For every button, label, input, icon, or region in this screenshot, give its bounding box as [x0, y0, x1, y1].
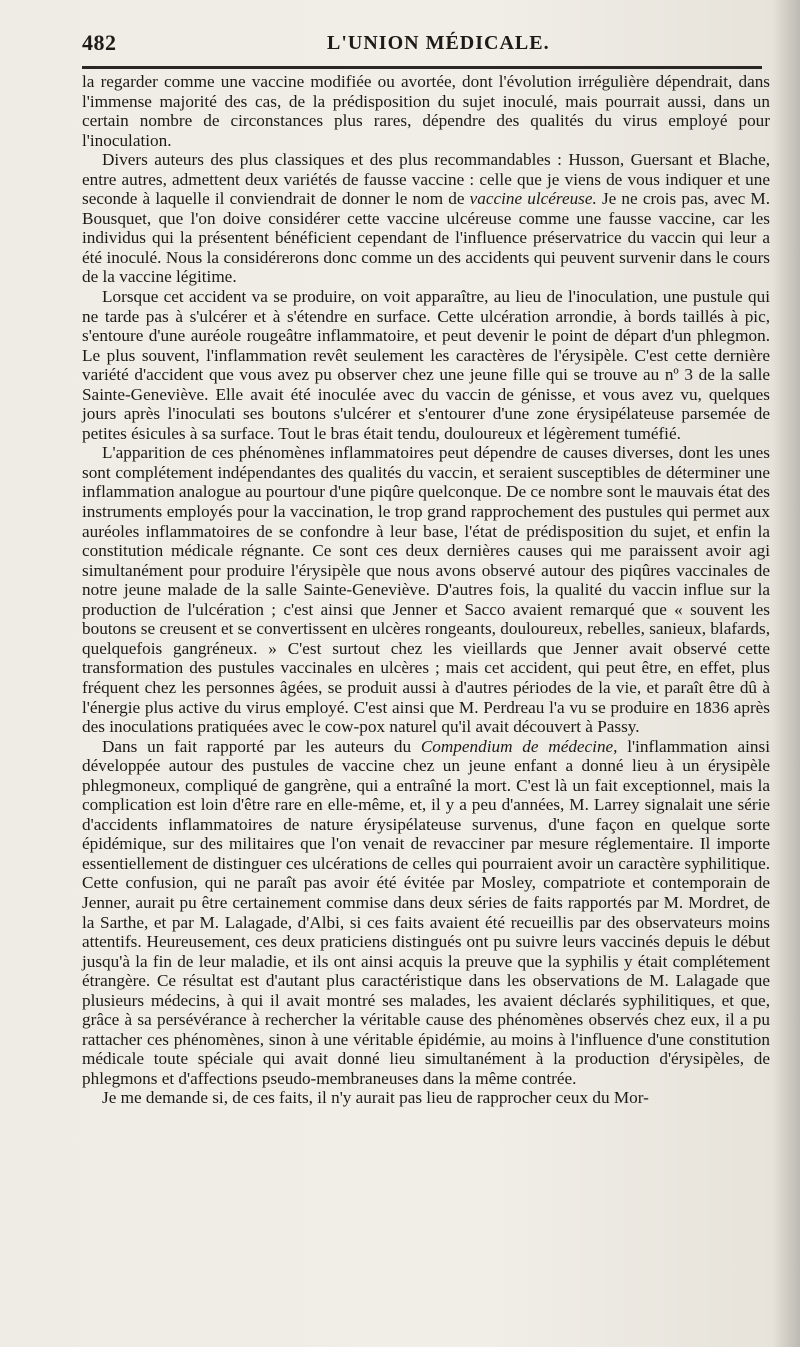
- page-edge-shadow: [772, 0, 800, 1347]
- paragraph: [82, 443, 770, 736]
- italic-text: Compendium de médecine,: [420, 736, 618, 756]
- header-rule: [82, 66, 762, 69]
- page-number: 482: [82, 30, 117, 55]
- paragraph: [82, 287, 770, 443]
- article-body: [82, 72, 770, 1108]
- paragraph-text: Lorsque cet accident va se produire, on voit apparaître, au lieu de l'inoculation, une pustule qui ne tarde pas à s'ulcérer et à s'étendre en surface. Cette ulcération arrondie, à bords taillés à pic, s'entoure d'une auréole rougeâtre inflammatoire, et peut devenir le point de départ d'un phlegmon. Le plus souvent, l'inflammation revêt seulement les caractères de l'érysipèle. C'est cette dernière variété d'accident que vous avez pu observer chez une jeune fille qui se trouve au nº 3 de la salle Sainte-Geneviève. Elle avait été inoculée avec du vaccin de génisse, et vous avez vu, quelques jours après l'inoculati ses boutons s'ulcérer et s'entourer d'une zone érysipélateuse parsemée de petites ésicules à sa surface. Tout le bras était tendu, douloureux et légèrement tuméfié.: [82, 287, 770, 443]
- paragraph-text: L'apparition de ces phénomènes inflammatoires peut dépendre de causes diverses, dont les unes sont complétement indépendantes des qualités du vaccin, et seraient susceptibles de déterminer une inflammation analogue au pourtour d'une piqûre quelconque. De ce nombre sont le mauvais état des instruments employés pour la vaccination, le trop grand rapprochement des pustules qui permet aux auréoles inflammatoires de se confondre à leur base, l'état de prédisposition du sujet, et enfin la constitution médicale régnante. Ce sont ces deux dernières causes qui me paraissent avoir agi simultanément pour produire l'érysipèle que nous avons observé autour des piqûres vaccinales de notre jeune malade de la salle Sainte-Geneviève. D'autres fois, la qualité du vaccin influe sur la production de l'ulcération ; c'est ainsi que Jenner et Sacco avaient remarqué que « souvent les boutons se creusent et se convertissent en ulcères rongeants, douloureux, rebelles, sanieux, blafards, quelquefois gangréneux. » C'est surtout chez les vieillards que Jenner avait observé cette transformation des pustules vaccinales en ulcères ; mais cet accident, qui peut être, en effet, plus fréquent chez les personnes âgées, se produit aussi à d'autres périodes de la vie, et paraît être dû à l'énergie plus active du virus employé. C'est ainsi que M. Perdreau l'a vu se produire en 1836 après des inoculations pratiquées avec le cow-pox naturel qu'il avait découvert à Passy.: [82, 443, 770, 737]
- italic-text: vaccine ulcéreuse.: [469, 189, 597, 209]
- page-header: [82, 30, 762, 60]
- paragraph: [82, 72, 770, 150]
- paragraph-text: Je ne crois pas, avec M. Bousquet, que l'on doive considérer cette vaccine ulcéreuse comme une fausse vaccine, car les individus qui la présentent bénéficient cependant de l'influence préservatrice du vaccin qui leur a été inoculé. Nous la considérerons donc comme un des accidents qui peuvent survenir dans le cours de la vaccine légitime.: [82, 189, 770, 287]
- paragraph: [82, 1088, 770, 1108]
- paragraph-text: Divers auteurs des plus classiques et des plus recommandables : Husson, Guersant et Blache, entre autres, admettent deux variétés de fausse vaccine : celle que je viens de vous indiquer et une seconde à laquelle il conviendrait de donner le nom de: [82, 150, 770, 209]
- paragraph-text: la regarder comme une vaccine modifiée ou avortée, dont l'évolution irrégulière dépendrait, dans l'immense majorité des cas, de la prédisposition du sujet inoculé, mais pourrait aussi, dans un certain nombre de circonstances plus rares, dépendre des qualités du virus employé pour l'inoculation.: [82, 72, 770, 150]
- paragraph-text: Dans un fait rapporté par les auteurs du: [102, 736, 421, 756]
- paragraph: [82, 737, 770, 1089]
- paragraph-text: l'inflammation ainsi développée autour des pustules de vaccine chez un jeune enfant a donné lieu à un érysipèle phlegmoneux, compliqué de gangrène, qui a entraîné la mort. C'est là un fait exceptionnel, mais la complication est loin d'être rare en elle-même, et, il y a peu d'années, M. Larrey signalait une série d'accidents inflammatoires de nature érysipélateuse survenus, d'une façon en quelque sorte épidémique, sur des militaires que l'on venait de revacciner par mesure réglementaire. Il importe essentiellement de distinguer ces ulcérations de celles qui pourraient avoir un caractère syphilitique. Cette confusion, qui ne paraît pas avoir été évitée par Mosley, compatriote et contemporain de Jenner, aurait pu être certainement commise dans deux séries de faits rapportés par M. Mordret, de la Sarthe, et par M. Lalagade, d'Albi, si ces faits avaient été recueillis par des observateurs moins attentifs. Heureusement, ces deux praticiens distingués ont pu suivre leurs vaccinés depuis le début jusqu'à la fin de leur maladie, et ils ont ainsi acquis la preuve que la syphilis y était complétement étrangère. Ce résultat est d'autant plus caractéristique dans les observations de M. Lalagade que plusieurs médecins, à qui il avait montré ses malades, les avaient déclarés syphilitiques, et que, grâce à sa persévérance à rechercher la véritable cause des phénomènes observés chez eux, il a pu rattacher ces phénomènes, sinon à une véritable épidémie, au moins à l'influence d'une constitution médicale toute spéciale qui avait donné lieu simultanément à la production d'érysipèles, de phlegmons et d'affections pseudo-membraneuses dans la même contrée.: [82, 736, 770, 1088]
- running-title: L'UNION MÉDICALE.: [327, 32, 550, 54]
- paragraph: [82, 150, 770, 287]
- paragraph-text: Je me demande si, de ces faits, il n'y aurait pas lieu de rapprocher ceux du Mor-: [102, 1088, 649, 1108]
